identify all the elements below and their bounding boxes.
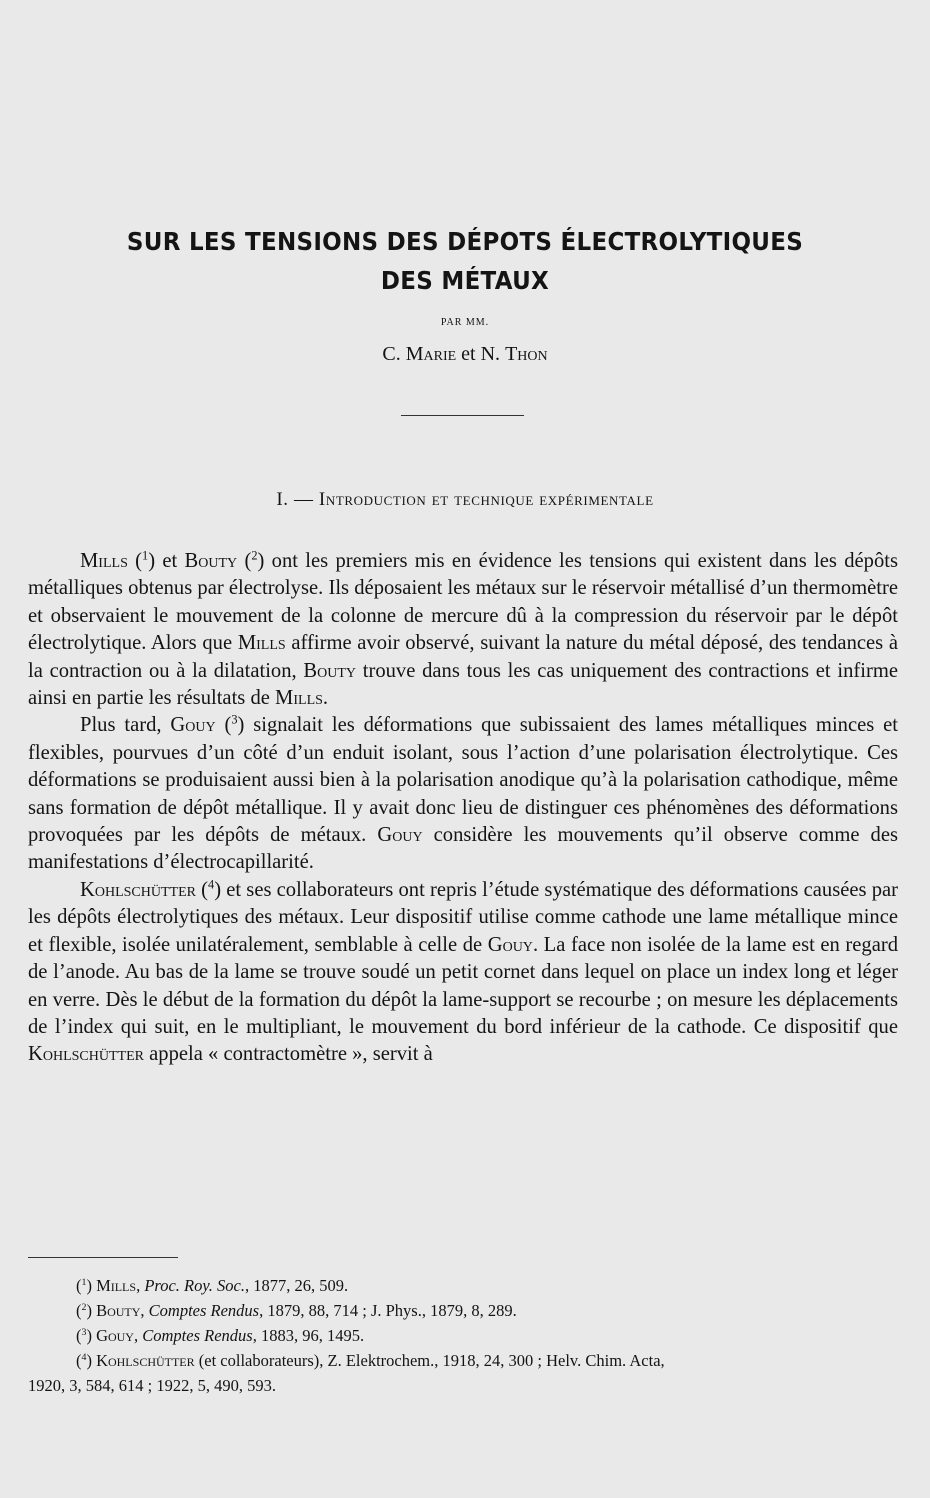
cited-author: Mills <box>80 550 128 572</box>
cited-author: Kohlschütter <box>80 878 196 901</box>
author-thon: Thon <box>505 343 548 365</box>
footnote-ref: 4 <box>208 877 215 892</box>
footnote-ref: 3 <box>231 713 238 728</box>
body-text <box>28 548 898 1069</box>
cited-author: Gouy <box>487 933 533 956</box>
text-run: ( <box>195 878 209 901</box>
footnote-ref: 2 <box>251 548 258 563</box>
title-line-2: DES MÉTAUX <box>380 266 550 295</box>
text-run: ( <box>215 714 232 737</box>
footnote-3: ($^3$) Gouy, Comptes Rendus, 1883, 96, 1495. <box>76 1326 365 1345</box>
paragraph-2 <box>28 712 898 876</box>
cited-author: Mills <box>237 632 286 655</box>
text-run: trouve dans tous les cas uniquement des contractions et infirme ainsi en partie les résultats de <box>28 659 898 710</box>
text-run: ( <box>127 550 143 572</box>
title-line-1: SUR LES TENSIONS DES DÉPOTS ÉLECTROLYTIQUES <box>126 227 804 256</box>
footnote-divider <box>28 1257 178 1258</box>
authors-prefix: PAR MM. <box>440 317 490 328</box>
paragraph-1 <box>28 548 898 712</box>
footnote-4: ($^4$) Kohlschütter (et collaborateurs), Z. Elektrochem., 1918, 24, 300 ; Helv. Chim. Acta, <box>76 1351 665 1370</box>
text-run: ) et ses collaborateurs ont repris l’étude systématique des déformations causées par les dépôts électrolytiques des métaux. Leur dispositif utilise comme cathode une lame métallique mince et flexible, isolée unilatéralement, semblable à celle de <box>28 878 898 956</box>
cited-author: Gouy <box>170 714 216 737</box>
footnote-2: ($^2$) Bouty, Comptes Rendus, 1879, 88, 714 ; J. Phys., 1879, 8, 289. <box>76 1301 517 1320</box>
text-run: . La face non isolée de la lame est en regard de l’anode. Au bas de la lame se trouve soudé un petit cornet dans lequel on place un index long et léger en verre. Dès le début de la formation du dépôt la lame-support se recourbe ; on mesure les déplacements de l’index qui suit, en le multipliant, le mouvement du bord inférieur de la cathode. Ce dispositif que <box>28 933 898 1038</box>
text-run: ) ont les premiers mis en évidence les tensions qui existent dans les dépôts métalliques obtenus par électrolyse. Ils déposaient les métaux sur le réservoir métallisé d’un thermomètre et observaient le mouvement de la colonne de mercure dû à la compression du réservoir par le dépôt électrolytique. Alors que <box>28 550 898 655</box>
cited-author: Bouty <box>303 659 357 682</box>
section-heading: I. — Introduction et technique expérimentale <box>276 489 654 510</box>
paragraph-3 <box>28 877 898 1069</box>
text-run: ( <box>237 550 252 572</box>
text-run: . <box>322 687 329 710</box>
text-run: ) signalait les déformations que subissaient des lames métalliques minces et flexibles, pourvues d’un côté d’un enduit isolant, sous l’action d’une polarisation électrolytique. Ces déformations se produisaient aussi bien à la polarisation anodique qu’à la polarisation cathodique, même sans formation de dépôt métallique. Il y avait donc lieu de distinguer ces phénomènes des déformations provoquées par les dépôts de métaux. <box>28 714 898 847</box>
text-run: affirme avoir observé, suivant la nature du métal déposé, des tendances à la contraction ou à la dilatation, <box>28 632 898 682</box>
cited-author: Gouy <box>377 824 423 847</box>
text-run: appela « contractomètre », servit à <box>143 1043 433 1066</box>
footnote-4-continued: 1920, 3, 584, 614 ; 1922, 5, 490, 593. <box>28 1376 276 1395</box>
text-run: Plus tard, <box>80 714 171 737</box>
footnote-ref: 1 <box>142 548 149 563</box>
cited-author: Bouty <box>184 550 238 572</box>
cited-author: Mills <box>275 687 323 710</box>
title-divider <box>401 415 524 416</box>
authors: C. Marie et N. Thon <box>382 343 548 365</box>
footnotes <box>28 1273 898 1398</box>
text-run: considère les mouvements qu’il observe comme des manifestations d’électrocapillarité. <box>28 824 898 874</box>
footnote-1: ($^1$) Mills, Proc. Roy. Soc., 1877, 26, 509. <box>76 1276 349 1295</box>
cited-author: Kohlschütter <box>28 1043 144 1066</box>
author-marie: Marie <box>405 343 457 365</box>
text-run: ) et <box>148 550 185 572</box>
